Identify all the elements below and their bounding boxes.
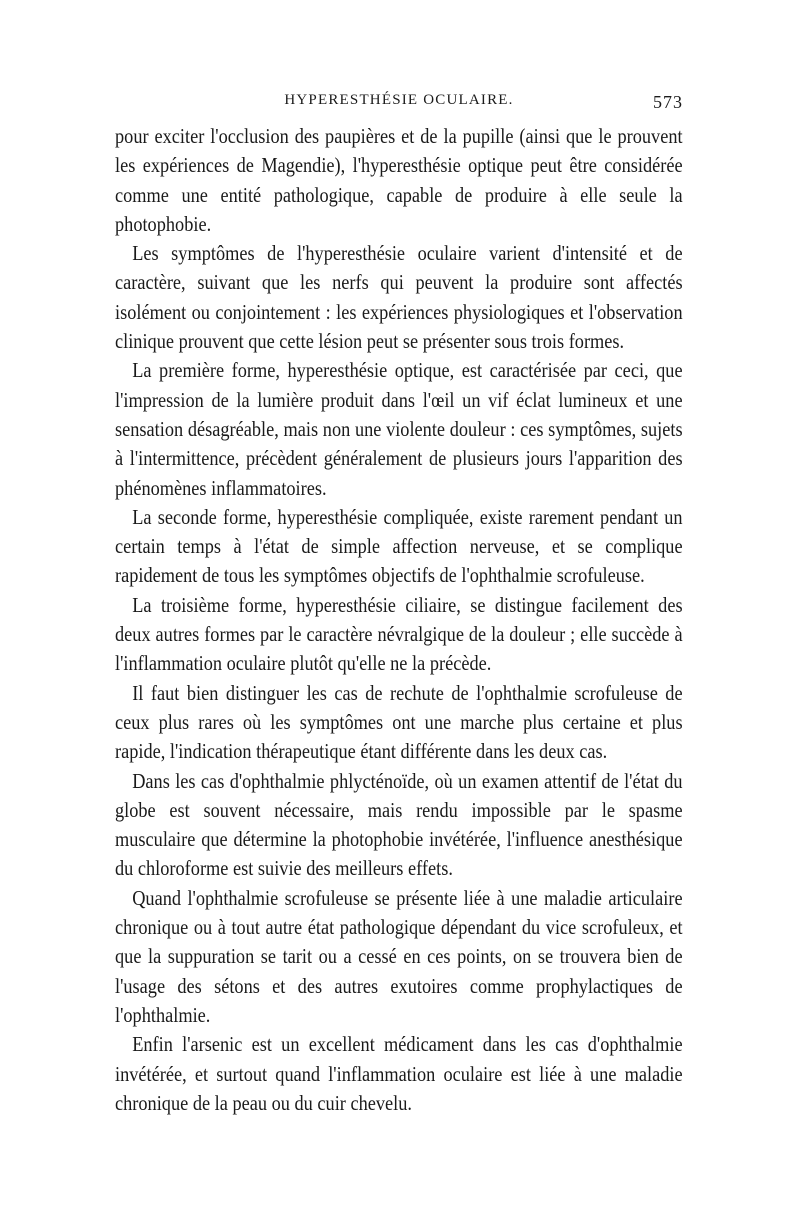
running-title: HYPERESTHÉSIE OCULAIRE. <box>284 92 514 108</box>
paragraph: La seconde forme, hyperesthésie compliquée, existe rarement pendant un certain temps à l'état de simple affection nerveuse, et se complique rapidement de tous les symptômes objectifs de l'ophthalmie scrofuleuse. <box>115 504 683 588</box>
paragraph: La troisième forme, hyperesthésie ciliaire, se distingue facilement des deux autres formes par le caractère névralgique de la douleur ; elle succède à l'inflammation oculaire plutôt qu'elle ne la précède. <box>115 592 683 676</box>
paragraph: La première forme, hyperesthésie optique, est caractérisée par ceci, que l'impression de la lumière produit dans l'œil un vif éclat lumineux et une sensation désagréable, mais non une violente douleur : ces symptômes, sujets à l'intermittence, précèdent généralement de plusieurs jours l'apparition des phénomènes inflammatoires. <box>115 358 683 500</box>
paragraph: Quand l'ophthalmie scrofuleuse se présente liée à une maladie articulaire chronique ou à tout autre état pathologique dépendant du vice scrofuleux, et que la suppuration se tarit ou a cessé en ces points, on se trouvera bien de l'usage des sétons et des autres exutoires comme prophylactiques de l'ophthalmie. <box>115 885 683 1027</box>
book-page <box>115 92 683 1118</box>
paragraph: Dans les cas d'ophthalmie phlycténoïde, où un examen attentif de l'état du globe est souvent nécessaire, mais rendu impossible par le spasme musculaire que détermine la photophobie invétérée, l'influence anesthésique du chloroforme est suivie des meilleurs effets. <box>115 768 683 881</box>
paragraph: Enfin l'arsenic est un excellent médicament dans les cas d'ophthalmie invétérée, et surtout quand l'inflammation oculaire est liée à une maladie chronique de la peau ou du cuir chevelu. <box>115 1032 683 1115</box>
paragraph: Il faut bien distinguer les cas de rechute de l'ophthalmie scrofuleuse de ceux plus rares où les symptômes ont une marche plus certaine et plus rapide, l'indication thérapeutique étant différente dans les deux cas. <box>115 680 683 764</box>
page-number: 573 <box>653 92 683 112</box>
body-text <box>115 122 683 1118</box>
paragraph: pour exciter l'occlusion des paupières et de la pupille (ainsi que le prouvent les expériences de Magendie), l'hyperesthésie optique peut être considérée comme une entité pathologique, capable de produire à elle seule la photophobie. <box>115 124 683 236</box>
paragraph: Les symptômes de l'hyperesthésie oculaire varient d'intensité et de caractère, suivant que les nerfs qui peuvent la produire sont affectés isolément ou conjointement : les expériences physiologiques et l'observation clinique prouvent que cette lésion peut se présenter sous trois formes. <box>115 241 683 354</box>
running-head <box>115 92 683 122</box>
